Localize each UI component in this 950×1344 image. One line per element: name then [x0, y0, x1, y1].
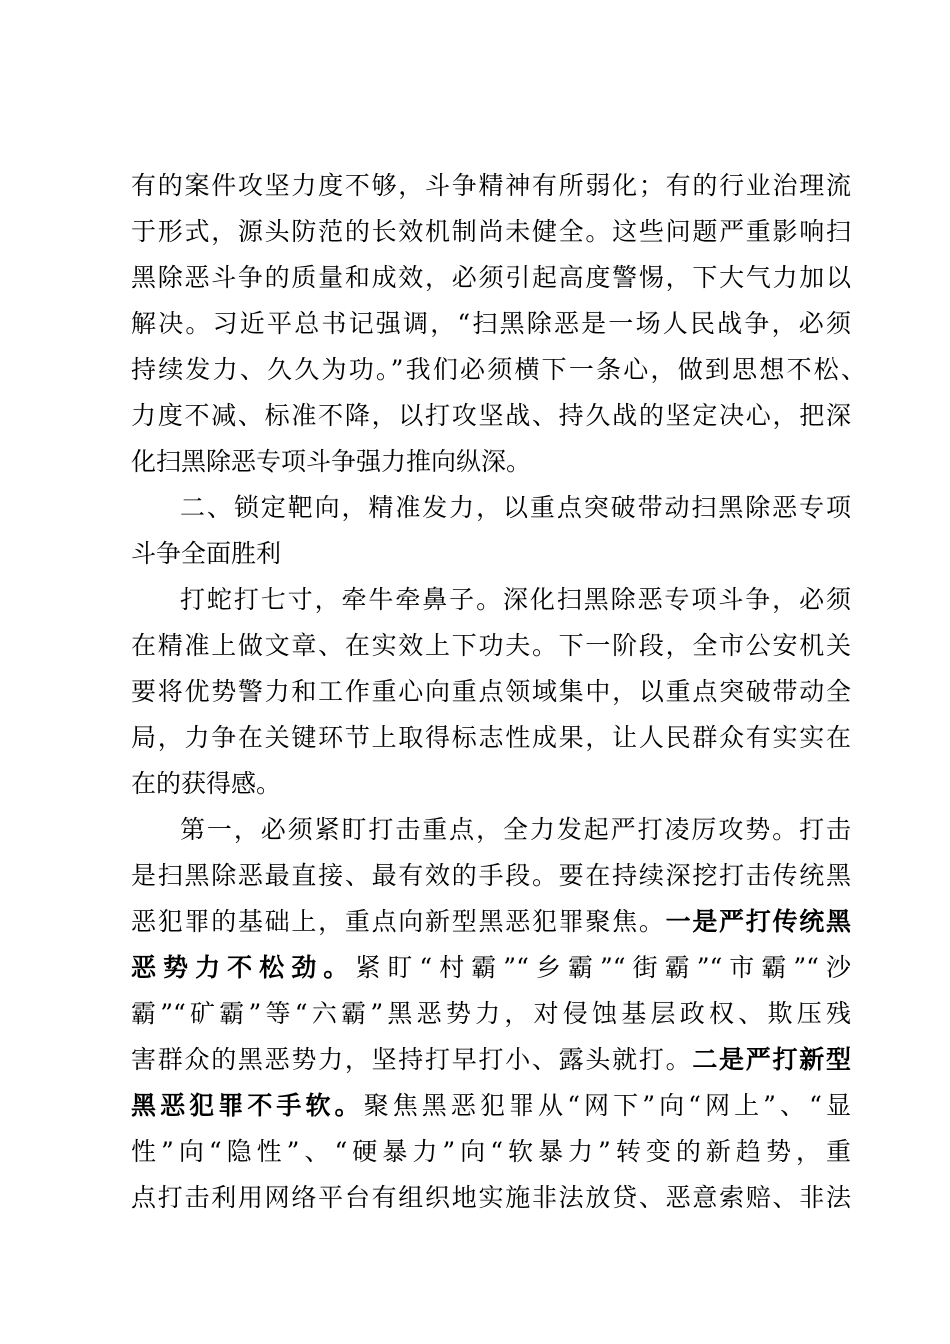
body-text-line: 在精准上做文章、在实效上下功夫。下一阶段，全市公安机关 — [131, 631, 851, 660]
body-text-line: 是扫黑除恶最直接、最有效的手段。要在持续深挖打击传统黑 — [131, 861, 851, 890]
body-text-line: 第一，必须紧盯打击重点，全力发起严打凌厉攻势。打击 — [180, 815, 851, 844]
body-text-run: 恶犯罪的基础上，重点向新型黑恶犯罪聚焦。 — [131, 907, 666, 936]
bold-lead-text: 二是严打新型 — [692, 1045, 851, 1074]
body-text-line: 有的案件攻坚力度不够，斗争精神有所弱化；有的行业治理流 — [131, 171, 851, 200]
body-text-line: 点打击利用网络平台有组织地实施非法放贷、恶意索赔、非法 — [131, 1183, 851, 1212]
body-text-line: 打蛇打七寸，牵牛牵鼻子。深化扫黑除恶专项斗争，必须 — [180, 585, 851, 614]
bold-lead-text: 一是严打传统黑 — [665, 907, 851, 936]
body-text-line: 持续发力、久久为功。”我们必须横下一条心，做到思想不松、 — [131, 355, 866, 384]
body-text-line: 化扫黑除恶专项斗争强力推向纵深。 — [131, 447, 532, 476]
body-text-line: 黑除恶斗争的质量和成效，必须引起高度警惕，下大气力加以 — [131, 263, 851, 292]
body-text-run: 聚焦黑恶犯罪从“网下”向“网上”、“显 — [363, 1091, 851, 1120]
body-text-line — [131, 899, 851, 945]
body-text-line: 解决。习近平总书记强调，“扫黑除恶是一场人民战争，必须 — [131, 309, 851, 338]
body-text-run: 紧盯“村霸”“乡霸”“街霸”“市霸”“沙 — [355, 953, 851, 982]
bold-lead-text: 黑恶犯罪不手软。 — [131, 1091, 364, 1120]
body-text-run: 害群众的黑恶势力，坚持打早打小、露头就打。 — [131, 1045, 693, 1074]
body-text-line — [131, 1083, 851, 1129]
section-heading: 二、锁定靶向，精准发力，以重点突破带动扫黑除恶专项 — [180, 493, 851, 522]
body-text-line: 性”向“隐性”、“硬暴力”向“软暴力”转变的新趋势，重 — [131, 1137, 851, 1166]
body-text-line — [131, 1037, 851, 1083]
body-text-line: 要将优势警力和工作重心向重点领域集中，以重点突破带动全 — [131, 677, 851, 706]
body-text-line: 力度不减、标准不降，以打攻坚战、持久战的坚定决心，把深 — [131, 401, 851, 430]
body-text-line: 在的获得感。 — [131, 769, 282, 798]
body-text-line: 局，力争在关键环节上取得标志性成果，让人民群众有实实在 — [131, 723, 851, 752]
bold-lead-text: 恶势力不松劲。 — [131, 953, 356, 982]
body-text-line: 霸”“矿霸”等“六霸”黑恶势力，对侵蚀基层政权、欺压残 — [131, 999, 851, 1028]
body-text-line — [131, 945, 851, 991]
body-text-line: 于形式，源头防范的长效机制尚未健全。这些问题严重影响扫 — [131, 217, 851, 246]
section-heading: 斗争全面胜利 — [131, 539, 282, 568]
